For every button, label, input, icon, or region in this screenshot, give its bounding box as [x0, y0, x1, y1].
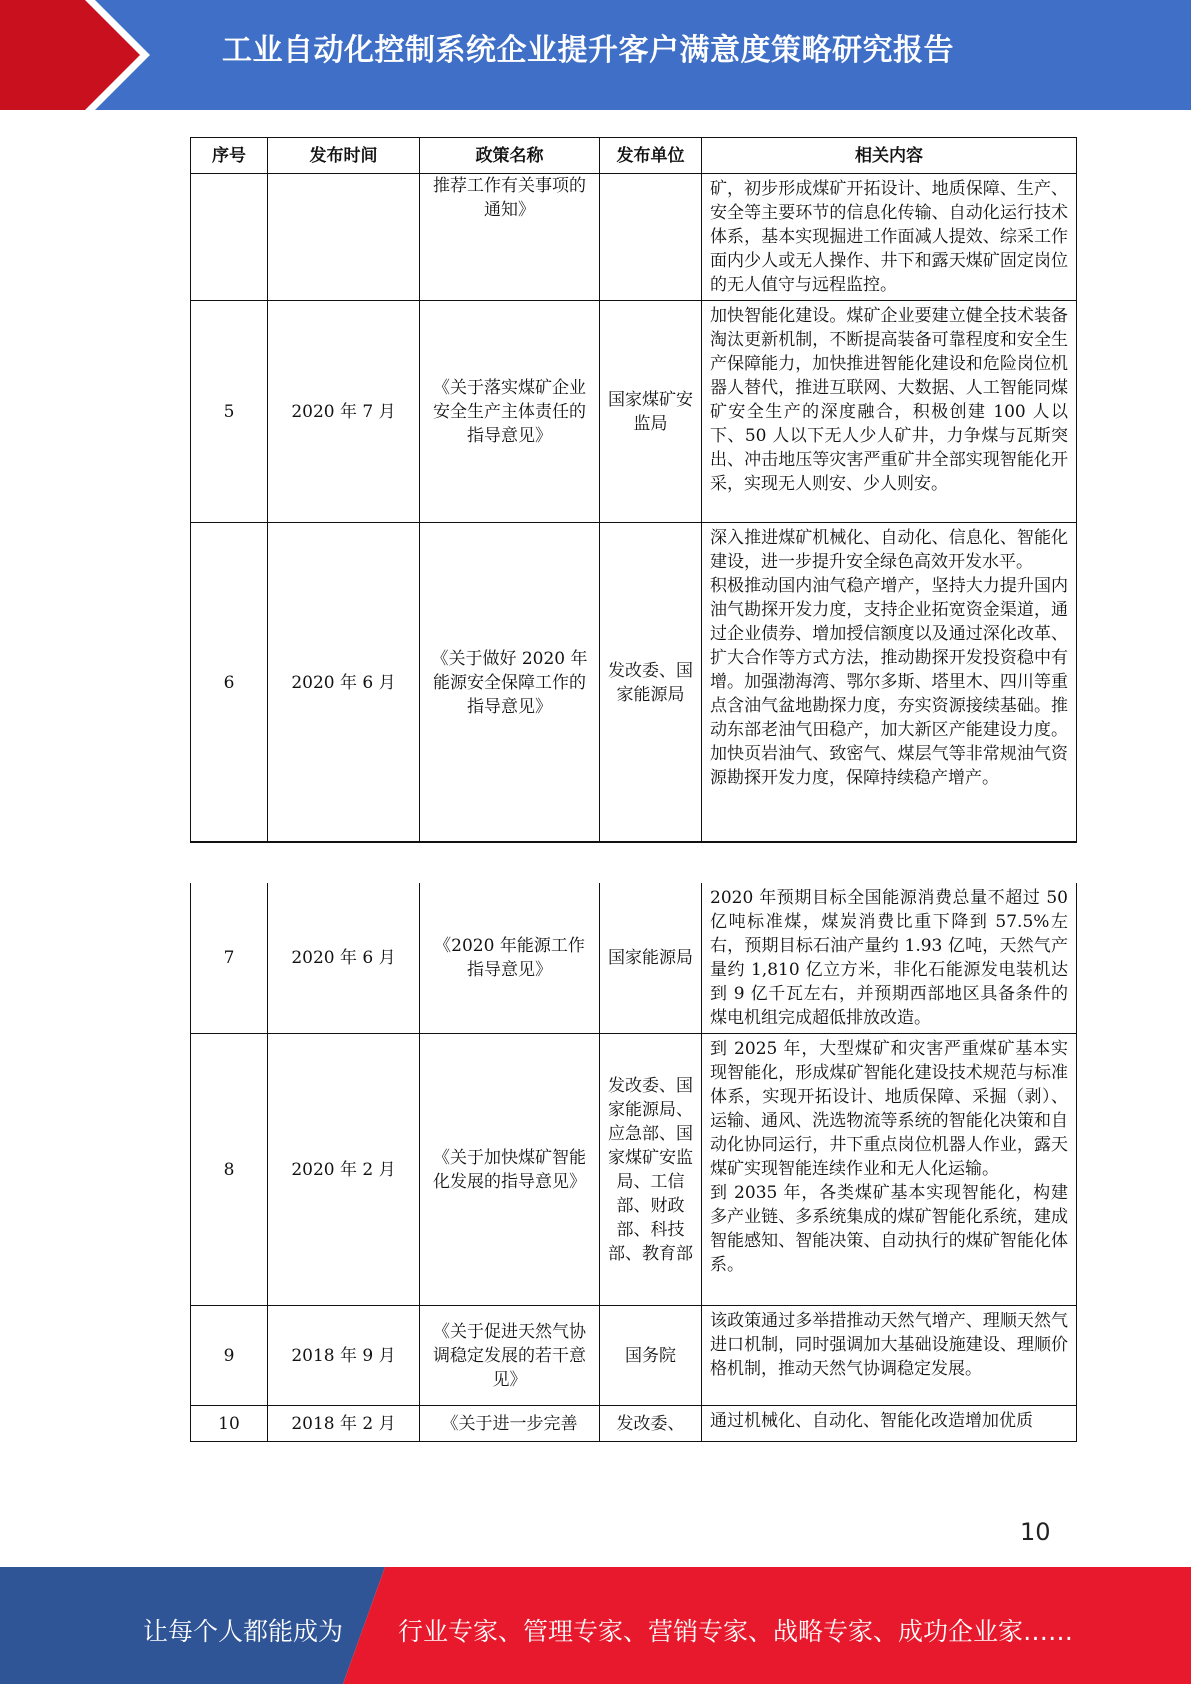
row-policy-name: 《关于加快煤矿智能化发展的指导意见》	[420, 1034, 600, 1306]
row-unit: 发改委、国家能源局、应急部、国家煤矿安监局、工信部、财政部、科技部、教育部	[600, 1034, 702, 1306]
table-row	[191, 1306, 1077, 1406]
content-paragraph: 到 2025 年，大型煤矿和灾害严重煤矿基本实现智能化，形成煤矿智能化建设技术规范与标准体系，实现开拓设计、地质保障、采掘（剥）、运输、通风、洗选物流等系统的智能化决策和自动化协同运行，井下重点岗位机器人作业，露天煤矿实现智能连续作业和无人化运输。	[710, 1039, 1068, 1179]
row-content	[702, 1034, 1077, 1306]
content-paragraph: 深入推进煤矿机械化、自动化、信息化、智能化建设，进一步提升安全绿色高效开发水平。	[710, 528, 1068, 572]
row-unit: 国家煤矿安监局	[600, 301, 702, 523]
policy-table-part-1	[190, 137, 1077, 843]
row-unit: 国家能源局	[600, 883, 702, 1034]
row-date: 2018 年 9 月	[268, 1306, 420, 1406]
row-policy-name: 《关于进一步完善	[420, 1406, 600, 1442]
table-row	[191, 1034, 1077, 1306]
content-paragraph: 矿，初步形成煤矿开拓设计、地质保障、生产、安全等主要环节的信息化传输、自动化运行技术体系，基本实现掘进工作面减人提效、综采工作面内少人或无人操作、井下和露天煤矿固定岗位的无人值守与远程监控。	[710, 179, 1068, 295]
row-unit: 发改委、国家能源局	[600, 523, 702, 843]
row-unit: 发改委、	[600, 1406, 702, 1442]
table-row	[191, 301, 1077, 523]
row-policy-name: 《关于促进天然气协调稳定发展的若干意见》	[420, 1306, 600, 1406]
row-no: 9	[191, 1306, 268, 1406]
header-name: 政策名称	[420, 138, 600, 174]
header-date: 发布时间	[268, 138, 420, 174]
content-paragraph: 积极推动国内油气稳产增产，坚持大力提升国内油气勘探开发力度，支持企业拓宽资金渠道，通过企业债券、增加授信额度以及通过深化改革、扩大合作等方式方法，推动勘探开发投资稳中有增。加强渤海湾、鄂尔多斯、塔里木、四川等重点含油气盆地勘探力度，夯实资源接续基础。推动东部老油气田稳产，加大新区产能建设力度。加快页岩油气、致密气、煤层气等非常规油气资源勘探开发力度，保障持续稳产增产。	[710, 576, 1068, 788]
row-no: 8	[191, 1034, 268, 1306]
row-content	[702, 1306, 1077, 1406]
row-no	[191, 174, 268, 301]
table-row	[191, 1406, 1077, 1442]
table-row	[191, 883, 1077, 1034]
row-date: 2020 年 6 月	[268, 523, 420, 843]
row-no: 7	[191, 883, 268, 1034]
row-date: 2018 年 2 月	[268, 1406, 420, 1442]
header-band	[0, 0, 1191, 110]
content-paragraph: 2020 年预期目标全国能源消费总量不超过 50 亿吨标准煤，煤炭消费比重下降到 57.5%左右，预期目标石油产量约 1.93 亿吨，天然气产量约 1,810 亿立方米，非化石能源发电装机达到 9 亿千瓦左右，并预期西部地区具备条件的煤电机组完成超低排放改造。	[710, 888, 1068, 1028]
row-content	[702, 883, 1077, 1034]
content-paragraph: 加快智能化建设。煤矿企业要建立健全技术装备淘汰更新机制，不断提高装备可靠程度和安全生产保障能力，加快推进智能化建设和危险岗位机器人替代，推进互联网、大数据、人工智能同煤矿安全生产的深度融合，积极创建 100 人以下、50 人以下无人少人矿井，力争煤与瓦斯突出、冲击地压等灾害严重矿井全部实现智能化开采，实现无人则安、少人则安。	[710, 306, 1068, 494]
content-paragraph: 通过机械化、自动化、智能化改造增加优质	[710, 1411, 1033, 1431]
row-date: 2020 年 6 月	[268, 883, 420, 1034]
row-unit	[600, 174, 702, 301]
report-title: 工业自动化控制系统企业提升客户满意度策略研究报告	[222, 33, 954, 68]
footer-slogan-right: 行业专家、管理专家、营销专家、战略专家、成功企业家……	[398, 1617, 1074, 1646]
policy-table-part-2	[190, 883, 1077, 1442]
row-unit: 国务院	[600, 1306, 702, 1406]
row-policy-name: 推荐工作有关事项的通知》	[420, 174, 600, 301]
content-paragraph: 到 2035 年，各类煤矿基本实现智能化，构建多产业链、多系统集成的煤矿智能化系统，建成智能感知、智能决策、自动执行的煤矿智能化体系。	[710, 1183, 1068, 1275]
row-no: 10	[191, 1406, 268, 1442]
row-content	[702, 301, 1077, 523]
row-content	[702, 523, 1077, 843]
row-no: 5	[191, 301, 268, 523]
row-policy-name: 《关于落实煤矿企业安全生产主体责任的指导意见》	[420, 301, 600, 523]
row-date: 2020 年 2 月	[268, 1034, 420, 1306]
table-row	[191, 523, 1077, 843]
content-paragraph: 该政策通过多举措推动天然气增产、理顺天然气进口机制，同时强调加大基础设施建设、理顺价格机制，推动天然气协调稳定发展。	[710, 1311, 1068, 1379]
table-row	[191, 174, 1077, 301]
page-number: 10	[1020, 1518, 1051, 1546]
header-no: 序号	[191, 138, 268, 174]
header-content: 相关内容	[702, 138, 1077, 174]
table-break-line	[190, 841, 1076, 843]
row-policy-name: 《2020 年能源工作指导意见》	[420, 883, 600, 1034]
row-content	[702, 1406, 1077, 1442]
footer-slogan-left: 让每个人都能成为	[143, 1617, 344, 1646]
row-content	[702, 174, 1077, 301]
row-no: 6	[191, 523, 268, 843]
row-date: 2020 年 7 月	[268, 301, 420, 523]
header-unit: 发布单位	[600, 138, 702, 174]
row-date	[268, 174, 420, 301]
row-policy-name: 《关于做好 2020 年能源安全保障工作的指导意见》	[420, 523, 600, 843]
table-header-row	[191, 138, 1077, 174]
header-arrow-icon	[0, 0, 160, 110]
